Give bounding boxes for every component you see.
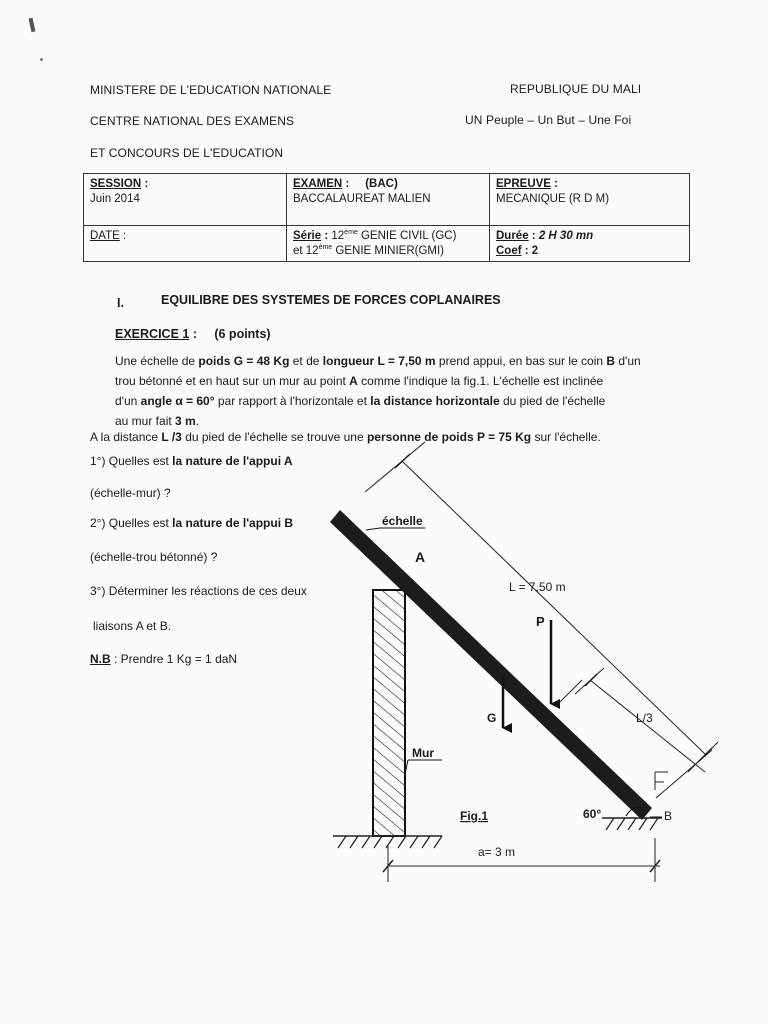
statement-line-1: Une échelle de poids G = 48 Kg et de longueur L = 7,50 m prend appui, en bas sur le coin B d'un [115, 354, 641, 368]
session-cell: SESSION : Juin 2014 [84, 174, 287, 226]
point-a-label: A [415, 549, 426, 565]
serie-line1-sup: ème [344, 229, 358, 237]
section-title: EQUILIBRE DES SYSTEMES DE FORCES COPLANAIRES [161, 293, 501, 307]
serie-line1-text: GENIE CIVIL (GC) [357, 230, 457, 242]
statement-line-4: au mur fait 3 m. [115, 414, 200, 428]
serie-line2-text: GENIE MINIER(GMI) [332, 245, 445, 257]
exercise-points: (6 points) [214, 327, 271, 341]
epreuve-value: MECANIQUE (R D M) [496, 193, 610, 205]
echelle-leader [366, 528, 380, 530]
exercise-heading: EXERCICE 1 : (6 points) [115, 327, 271, 341]
question-3-detail: liaisons A et B. [93, 619, 172, 633]
wall [373, 590, 405, 836]
date-label: DATE [90, 230, 120, 242]
exercise-label: EXERCICE 1 [115, 327, 190, 341]
epreuve-cell: EPREUVE : MECANIQUE (R D M) [490, 174, 690, 226]
point-b-label: B [664, 809, 673, 823]
ground-at-b [602, 818, 662, 830]
figure-caption: Fig.1 [460, 809, 489, 823]
force-p-label: P [536, 614, 545, 629]
scan-speck-small [40, 58, 43, 61]
ministry-title: MINISTERE DE L'EDUCATION NATIONALE [90, 83, 332, 97]
question-3: 3°) Déterminer les réactions de ces deux [90, 584, 307, 598]
coef-label: Coef [496, 245, 522, 257]
length-label: L = 7,50 m [509, 580, 566, 594]
third-length-label: L/3 [636, 711, 653, 725]
exam-label: EXAMEN [293, 178, 343, 190]
republic-title: REPUBLIQUE DU MALI [510, 82, 642, 96]
exam-value: BACCALAUREAT MALIEN [293, 193, 431, 205]
angle-label: 60° [583, 807, 602, 821]
question-1-detail: (échelle-mur) ? [90, 486, 171, 500]
echelle-label: échelle [382, 514, 423, 528]
national-motto: UN Peuple – Un But – Une Foi [465, 113, 632, 127]
duree-cell: Durée : 2 H 30 mn Coef : 2 [490, 226, 690, 262]
section-number: I. [117, 296, 124, 310]
exam-cell: EXAMEN : (BAC) BACCALAUREAT MALIEN [287, 174, 490, 226]
nota-bene: N.B : Prendre 1 Kg = 1 daN [90, 652, 238, 666]
question-1: 1°) Quelles est la nature de l'appui A [90, 454, 293, 468]
question-2-detail: (échelle-trou bétonné) ? [90, 550, 218, 564]
question-2: 2°) Quelles est la nature de l'appui B [90, 516, 294, 530]
serie-label: Série [293, 230, 322, 242]
contest-title: ET CONCOURS DE L'EDUCATION [90, 146, 284, 160]
wall-label: Mur [412, 746, 434, 760]
serie-cell: Série : 12ème GENIE CIVIL (GC) et 12ème GENIE MINIER(GMI) [287, 226, 490, 262]
corner-b-marks [655, 772, 668, 790]
session-label: SESSION [90, 178, 142, 190]
coef-value: 2 [531, 245, 539, 257]
serie-line2-number: et 12 [293, 245, 319, 257]
epreuve-label: EPREUVE [496, 178, 551, 190]
center-title: CENTRE NATIONAL DES EXAMENS [90, 114, 295, 128]
serie-line1-number: 12 [331, 230, 345, 242]
date-cell: DATE : [84, 226, 287, 262]
statement-line-3: d'un angle α = 60° par rapport à l'horizontale et la distance horizontale du pied de l'échelle [115, 394, 606, 408]
horizontal-distance-label: a= 3 m [478, 845, 516, 859]
session-value: Juin 2014 [90, 193, 140, 205]
statement-line-5: A la distance L /3 du pied de l'échelle se trouve une personne de poids P = 75 Kg sur l'échelle. [90, 430, 601, 444]
serie-line2-sup: ème [318, 244, 333, 252]
duree-label: Durée [496, 230, 529, 242]
duree-value: 2 H 30 mn [538, 230, 594, 242]
exam-type: (BAC) [365, 178, 398, 190]
statement-line-2: trou bétonné et en haut sur un mur au point A comme l'indique la fig.1. L'échelle est inclinée [115, 374, 604, 388]
force-g-label: G [487, 711, 497, 725]
